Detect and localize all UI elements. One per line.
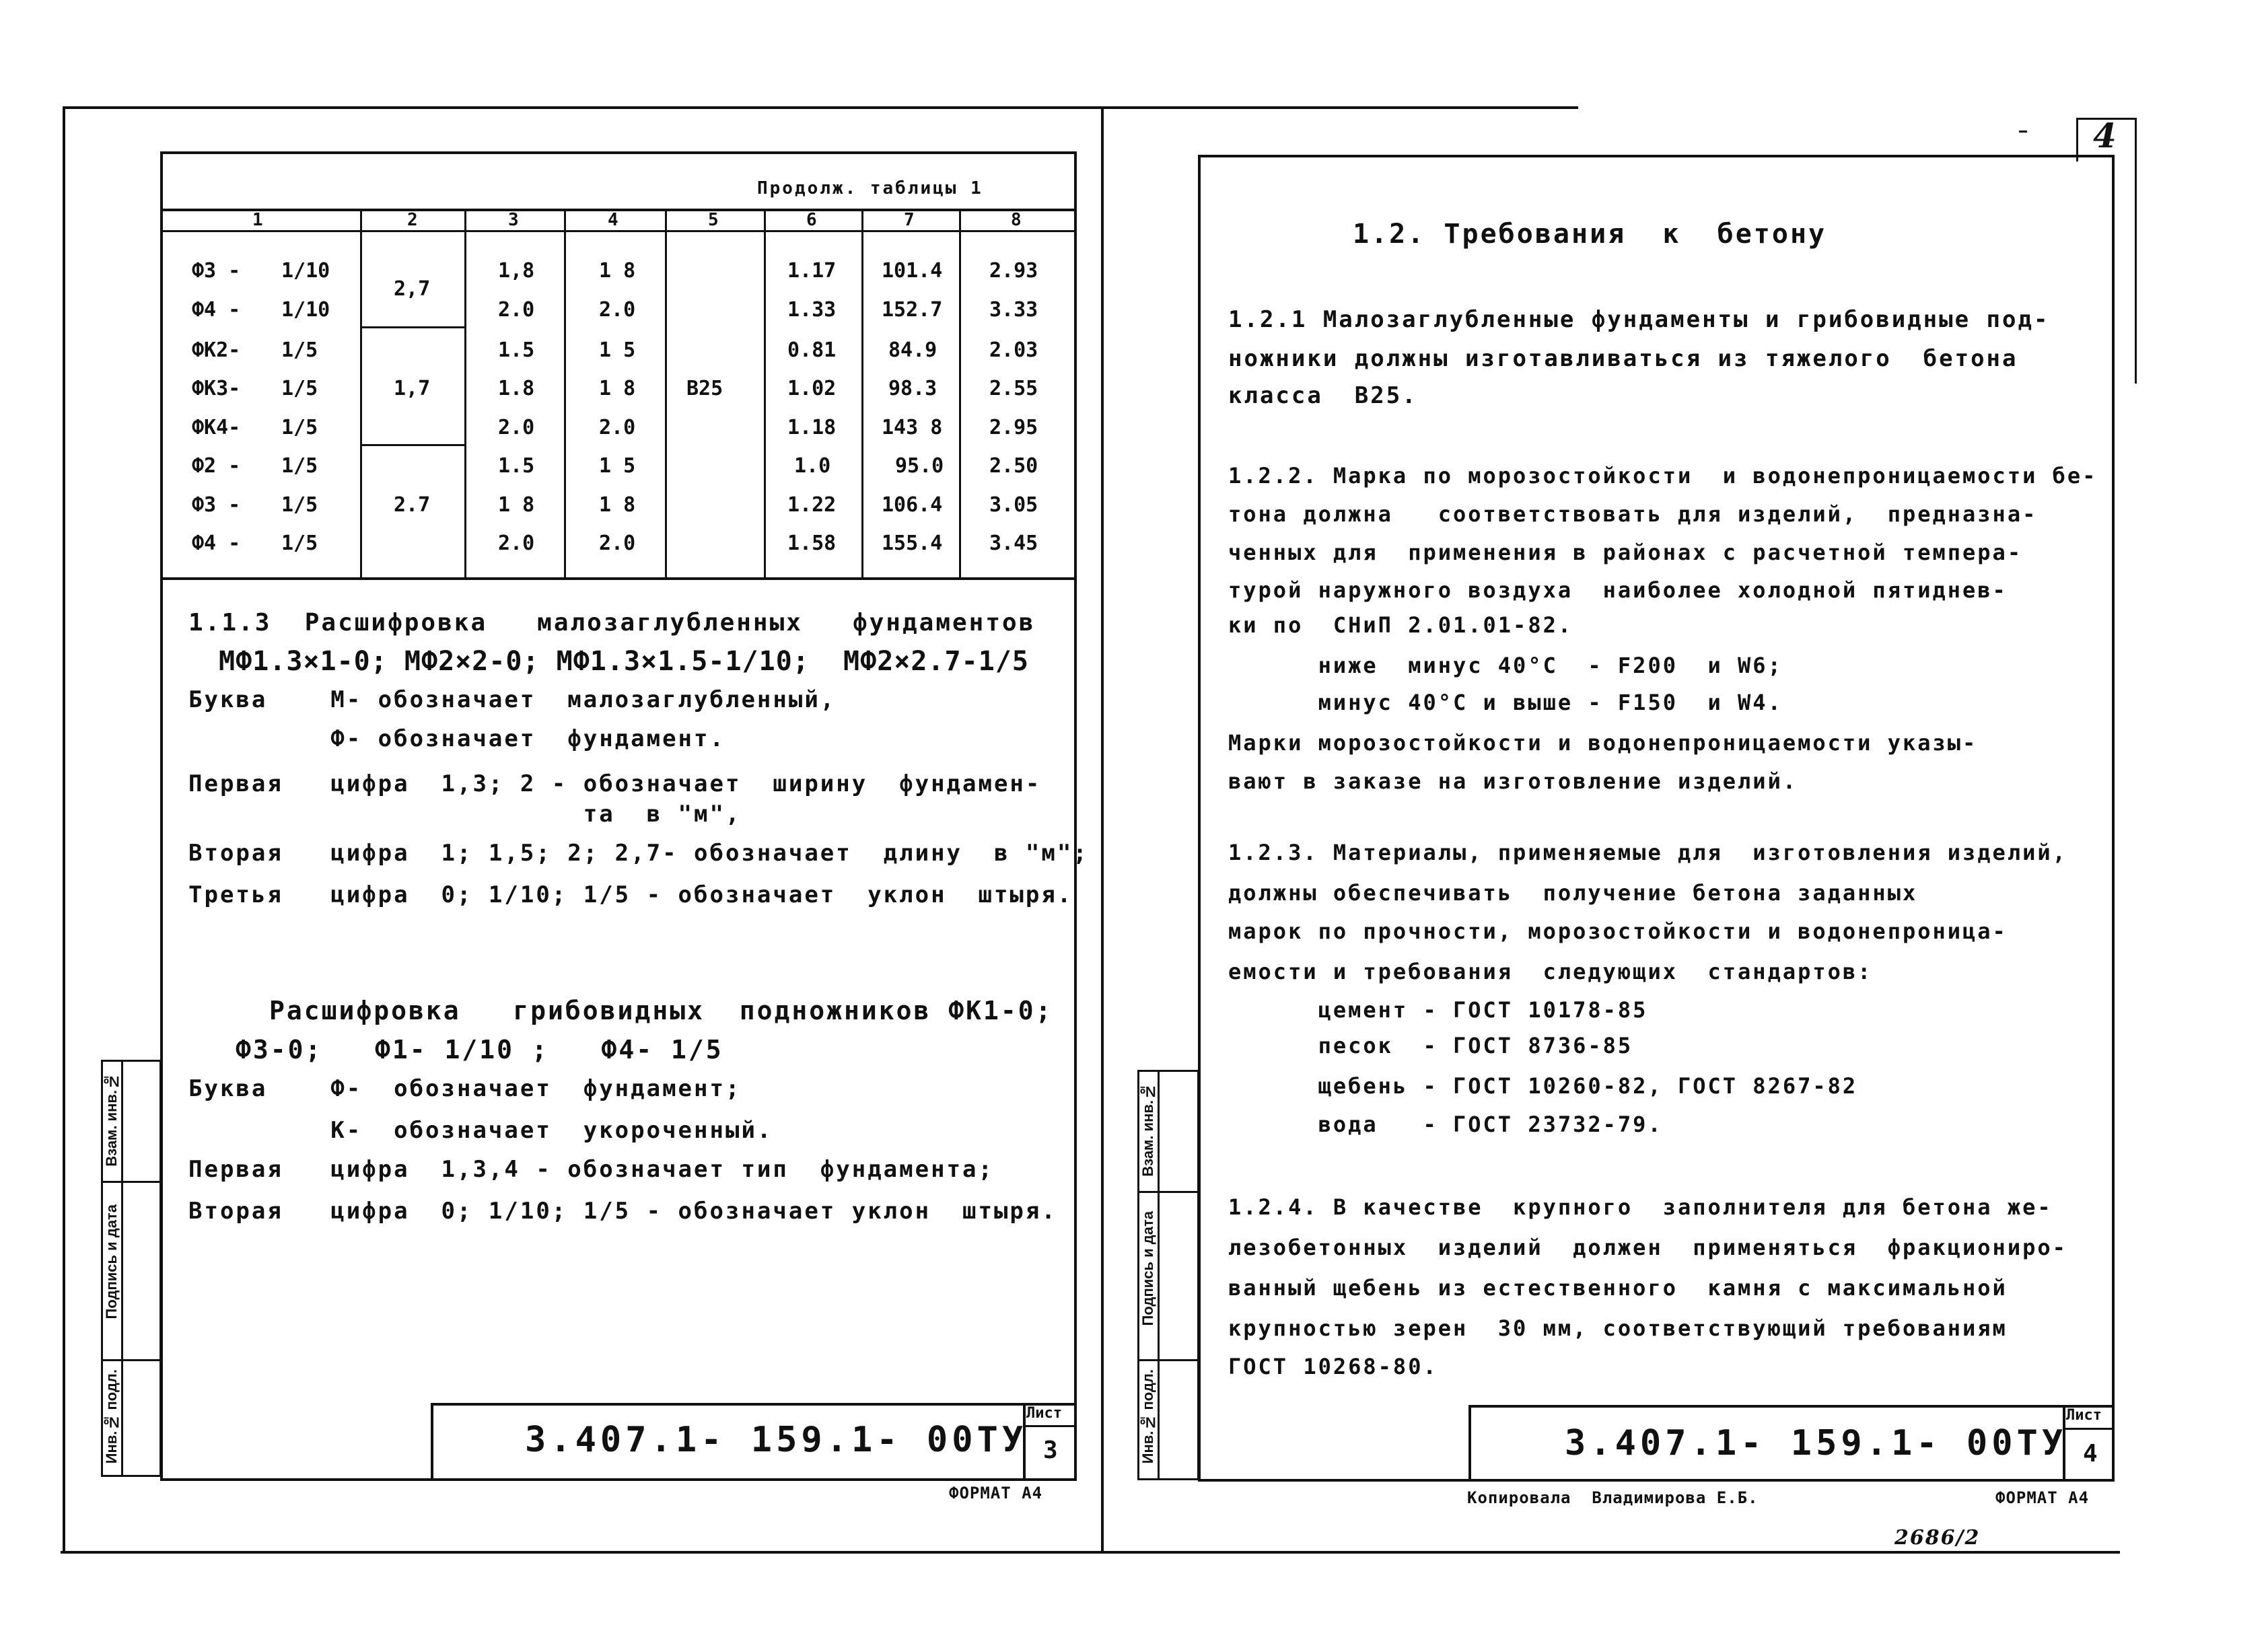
merged-col2-c: 2.7 bbox=[394, 493, 431, 517]
p124-line: ГОСТ 10268-80. bbox=[1228, 1354, 1438, 1379]
left-stamp-sheet-label: Лист bbox=[1026, 1405, 1062, 1422]
p121-line: 1.2.1 Малозаглубленные фундаменты и грибовидные под- bbox=[1228, 306, 2050, 333]
row-c8: 2.95 bbox=[989, 416, 1038, 439]
p122-line: турой наружного воздуха наиболее холодной пятиднев- bbox=[1228, 577, 2008, 603]
left-stamp-code: 3.407.1- 159.1- 00ТУ bbox=[525, 1420, 1028, 1460]
p123-line: щебень - ГОСТ 10260-82, ГОСТ 8267-82 bbox=[1228, 1073, 1858, 1099]
p124-line: крупностью зерен 30 мм, соответствующий требованиям bbox=[1228, 1315, 2008, 1341]
row-c7: 98.3 bbox=[888, 377, 937, 400]
p122-line: минус 40°С и выше - F150 и W4. bbox=[1228, 690, 1783, 715]
section-113-line: та в "м", bbox=[188, 801, 742, 828]
colnum-7: 7 bbox=[904, 210, 915, 230]
center-fold-line bbox=[1101, 106, 1104, 1553]
p123-line: песок - ГОСТ 8736-85 bbox=[1228, 1033, 1633, 1058]
p123-line: должны обеспечивать получение бетона заданных bbox=[1228, 880, 1918, 906]
right-stamp-sheet-label: Лист bbox=[2066, 1407, 2102, 1424]
merged-col2-a: 2,7 bbox=[394, 277, 431, 301]
col-sep-1 bbox=[360, 209, 362, 579]
colnum-6: 6 bbox=[806, 210, 817, 230]
row-slope: 1/10 bbox=[281, 298, 330, 322]
row-slope: 1/5 bbox=[281, 532, 318, 555]
row-name: Ф3 - bbox=[192, 259, 241, 283]
right-side-label-sign: Подпись и дата bbox=[1139, 1211, 1156, 1326]
row-c8: 2.93 bbox=[989, 259, 1038, 283]
row-name: ФК2- bbox=[192, 338, 241, 362]
col2-merge-line-1 bbox=[360, 326, 464, 328]
outer-bottom-line bbox=[61, 1551, 2120, 1554]
row-c7: 106.4 bbox=[882, 493, 943, 517]
table-caption: Продолж. таблицы 1 bbox=[757, 178, 983, 198]
outer-top-line bbox=[64, 106, 1578, 109]
row-name: Ф4 - bbox=[192, 532, 241, 555]
right-top-dashline bbox=[2019, 131, 2027, 133]
p124-line: ванный щебень из естественного камня с максимальной bbox=[1228, 1275, 2008, 1301]
p123-line: вода - ГОСТ 23732-79. bbox=[1228, 1112, 1663, 1137]
row-c7: 152.7 bbox=[882, 298, 943, 322]
right-side-label-inv: Инв.№ подл. bbox=[1139, 1369, 1156, 1464]
left-format-label: ФОРМАТ А4 bbox=[949, 1484, 1043, 1502]
row-c3: 2.0 bbox=[498, 298, 535, 322]
row-slope: 1/5 bbox=[281, 416, 318, 439]
right-stamp-sheet-line bbox=[2063, 1428, 2115, 1430]
right-side-strip-h2 bbox=[1137, 1359, 1199, 1361]
row-c4: 1 8 bbox=[599, 259, 636, 283]
outer-left-line bbox=[63, 106, 65, 1553]
section-113-line: Третья цифра 0; 1/10; 1/5 - обозначает уклон штыря. bbox=[188, 881, 1073, 908]
row-name: ФК4- bbox=[192, 416, 241, 439]
row-c4: 2.0 bbox=[599, 298, 636, 322]
row-c8: 3.33 bbox=[989, 298, 1038, 322]
row-c8: 3.45 bbox=[989, 532, 1038, 555]
row-c7: 95.0 bbox=[895, 454, 944, 478]
right-handwritten-number: 2686/2 bbox=[1894, 1526, 1981, 1550]
row-slope: 1/5 bbox=[281, 338, 318, 362]
p123-line: цемент - ГОСТ 10178-85 bbox=[1228, 997, 1648, 1023]
table-header-line bbox=[160, 209, 1077, 211]
col-sep-4 bbox=[665, 209, 667, 579]
colnum-1: 1 bbox=[252, 210, 263, 230]
right-stamp-code: 3.407.1- 159.1- 00ТУ bbox=[1565, 1423, 2067, 1463]
row-name: Ф3 - bbox=[192, 493, 241, 517]
row-c7: 155.4 bbox=[882, 532, 943, 555]
row-c6: 1.58 bbox=[787, 532, 837, 555]
p121-line: ножники должны изготавливаться из тяжелого бетона bbox=[1228, 345, 2018, 372]
row-c6: 1.18 bbox=[787, 416, 837, 439]
row-c4: 1 5 bbox=[599, 338, 636, 362]
row-c4: 2.0 bbox=[599, 532, 636, 555]
left-side-label-inv: Инв.№ подл. bbox=[103, 1369, 120, 1464]
row-name: ФК3- bbox=[192, 377, 241, 400]
section-podn-heading: Расшифровка грибовидных подножников ФК1-0; bbox=[269, 996, 1053, 1025]
right-stamp-sheet-number: 4 bbox=[2083, 1440, 2100, 1467]
row-c7: 143 8 bbox=[882, 416, 943, 439]
table-colnum-line bbox=[160, 230, 1077, 232]
row-c7: 84.9 bbox=[888, 338, 937, 362]
row-c4: 1 8 bbox=[599, 377, 636, 400]
row-c6: 1.22 bbox=[787, 493, 837, 517]
p122-line: 1.2.2. Марка по морозостойкости и водонепроницаемости бе- bbox=[1228, 463, 2098, 488]
colnum-4: 4 bbox=[608, 210, 618, 230]
row-c8: 2.50 bbox=[989, 454, 1038, 478]
section-113-line: Ф- обозначает фундамент. bbox=[188, 725, 725, 752]
left-side-label-sign: Подпись и дата bbox=[103, 1204, 120, 1319]
p124-line: лезобетонных изделий должен применяться фракциониро- bbox=[1228, 1235, 2067, 1260]
p121-line: класса В25. bbox=[1228, 382, 1418, 409]
row-c6: 1.33 bbox=[787, 298, 837, 322]
row-c8: 2.55 bbox=[989, 377, 1038, 400]
p123-line: емости и требования следующих стандартов: bbox=[1228, 959, 1873, 984]
p122-line: вают в заказе на изготовление изделий. bbox=[1228, 768, 1798, 794]
row-c6: 1.17 bbox=[787, 259, 837, 283]
row-slope: 1/10 bbox=[281, 259, 330, 283]
row-c3: 1 8 bbox=[498, 493, 535, 517]
right-title: 1.2. Требования к бетону bbox=[1353, 219, 1827, 250]
left-stamp-sheet-line bbox=[1023, 1425, 1077, 1427]
section-podn-line: К- обозначает укороченный. bbox=[188, 1117, 773, 1144]
p122-line: Марки морозостойкости и водонепроницаемости указы- bbox=[1228, 730, 1978, 756]
p124-line: 1.2.4. В качестве крупного заполнителя для бетона же- bbox=[1228, 1194, 2053, 1220]
right-side-strip-h1 bbox=[1137, 1191, 1199, 1193]
row-c8: 3.05 bbox=[989, 493, 1038, 517]
right-corner-number: 4 bbox=[2093, 116, 2117, 155]
row-c6: 0.81 bbox=[787, 338, 837, 362]
p122-line: ки по СНиП 2.01.01-82. bbox=[1228, 612, 1573, 638]
row-c4: 1 5 bbox=[599, 454, 636, 478]
row-c6: 1.02 bbox=[787, 377, 837, 400]
colnum-2: 2 bbox=[407, 210, 418, 230]
p122-line: тона должна соответствовать для изделий, предназна- bbox=[1228, 501, 2038, 527]
section-podn-codes: Ф3-0; Ф1- 1/10 ; Ф4- 1/5 bbox=[236, 1035, 723, 1064]
left-stamp-sheet-number: 3 bbox=[1043, 1437, 1060, 1464]
section-113-line: Первая цифра 1,3; 2 - обозначает ширину фундамен- bbox=[188, 770, 1042, 797]
row-slope: 1/5 bbox=[281, 493, 318, 517]
col-sep-7 bbox=[959, 209, 961, 579]
colnum-5: 5 bbox=[708, 210, 719, 230]
section-113-line: Буква М- обозначает малозаглубленный, bbox=[188, 686, 837, 713]
row-c7: 101.4 bbox=[882, 259, 943, 283]
right-copied-by: Копировала Владимирова Е.Б. bbox=[1467, 1488, 1759, 1507]
col-sep-6 bbox=[861, 209, 863, 579]
row-c3: 1.8 bbox=[498, 377, 535, 400]
section-podn-line: Вторая цифра 0; 1/10; 1/5 - обозначает уклон штыря. bbox=[188, 1198, 1057, 1225]
section-113-heading: 1.1.3 Расшифровка малозаглубленных фундаментов bbox=[188, 609, 1036, 637]
row-c3: 1.5 bbox=[498, 454, 535, 478]
merged-col2-b: 1,7 bbox=[394, 377, 431, 400]
colnum-3: 3 bbox=[508, 210, 519, 230]
col-sep-5 bbox=[764, 209, 766, 579]
row-c3: 2.0 bbox=[498, 416, 535, 439]
p122-line: ченных для применения в районах с расчетной темпера- bbox=[1228, 540, 2023, 565]
row-name: Ф2 - bbox=[192, 454, 241, 478]
left-side-label-vzam: Взам. инв.№ bbox=[103, 1073, 120, 1167]
p123-line: марок по прочности, морозостойкости и водонепроница- bbox=[1228, 918, 2008, 944]
row-slope: 1/5 bbox=[281, 454, 318, 478]
row-c3: 2.0 bbox=[498, 532, 535, 555]
right-side-label-vzam: Взам. инв.№ bbox=[1139, 1083, 1156, 1177]
col2-merge-line-2 bbox=[360, 444, 464, 446]
row-c3: 1.5 bbox=[498, 338, 535, 362]
left-side-strip-h2 bbox=[101, 1359, 162, 1361]
section-113-line: Вторая цифра 1; 1,5; 2; 2,7- обозначает длину в "м"; bbox=[188, 840, 1089, 867]
colnum-8: 8 bbox=[1011, 210, 1022, 230]
col-sep-2 bbox=[464, 209, 466, 579]
right-corner-box-right bbox=[2135, 118, 2137, 384]
left-side-strip-h1 bbox=[101, 1181, 162, 1183]
section-podn-line: Буква Ф- обозначает фундамент; bbox=[188, 1075, 742, 1102]
row-c4: 2.0 bbox=[599, 416, 636, 439]
row-c6: 1.0 bbox=[794, 454, 831, 478]
merged-col5: В25 bbox=[686, 377, 723, 400]
row-name: Ф4 - bbox=[192, 298, 241, 322]
left-side-strip-divider bbox=[121, 1060, 123, 1477]
col-sep-3 bbox=[564, 209, 566, 579]
row-c4: 1 8 bbox=[599, 493, 636, 517]
right-side-strip-divider bbox=[1158, 1070, 1160, 1480]
section-113-codes: МФ1.3×1-0; МФ2×2-0; МФ1.3×1.5-1/10; МФ2×2.7-1/5 bbox=[219, 646, 1029, 677]
row-c3: 1,8 bbox=[498, 259, 535, 283]
p122-line: ниже минус 40°С - F200 и W6; bbox=[1228, 653, 1783, 678]
table-bottom-line bbox=[160, 577, 1077, 580]
row-c8: 2.03 bbox=[989, 338, 1038, 362]
row-slope: 1/5 bbox=[281, 377, 318, 400]
right-format-label: ФОРМАТ А4 bbox=[1995, 1488, 2090, 1507]
p123-line: 1.2.3. Материалы, применяемые для изготовления изделий, bbox=[1228, 840, 2067, 865]
section-podn-line: Первая цифра 1,3,4 - обозначает тип фундамента; bbox=[188, 1156, 994, 1183]
